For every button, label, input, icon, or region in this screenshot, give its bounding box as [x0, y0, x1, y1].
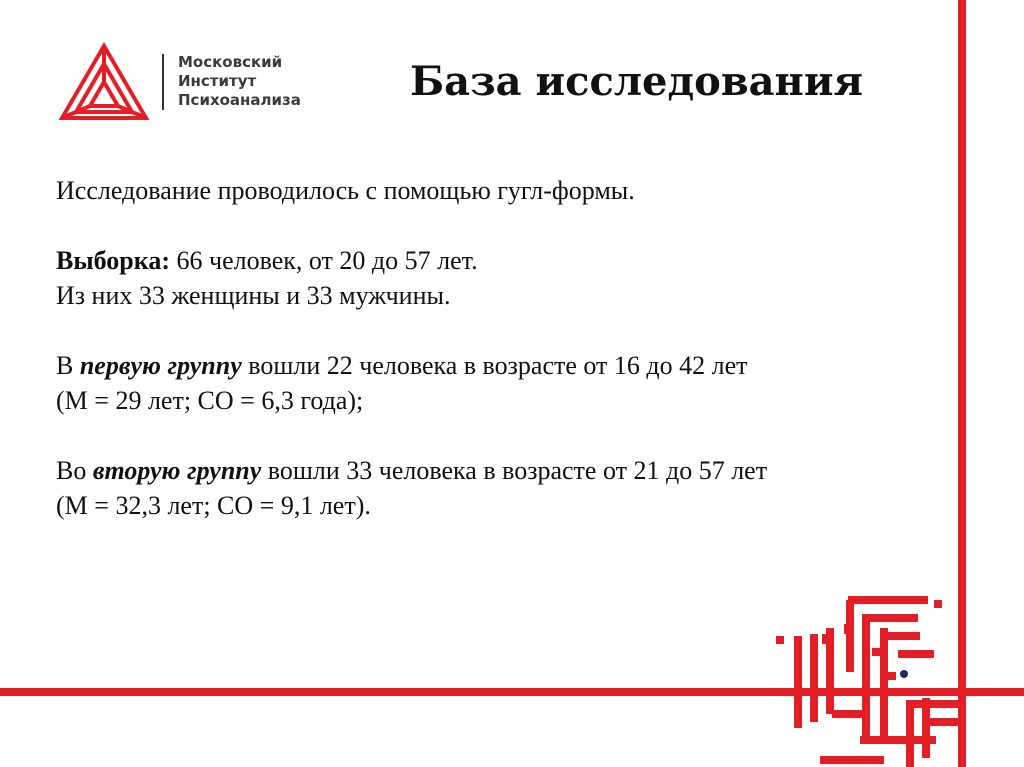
method-paragraph: Исследование проводилось с помощью гугл-формы. — [56, 176, 635, 205]
sample-text: 66 человек, от 20 до 57 лет. — [170, 246, 478, 275]
institution-name-line1: Московский — [178, 53, 283, 71]
slide-title: База исследования — [410, 58, 864, 105]
group2-name: вторую группу — [92, 456, 262, 485]
group2-prefix: Во — [56, 456, 93, 485]
navy-dot — [900, 670, 908, 678]
group1-stats: (М = 29 лет; СО = 6,3 года); — [56, 386, 364, 415]
group2-text: вошли 33 человека в возрасте от 21 до 57 лет — [261, 456, 768, 485]
group2-stats: (М = 32,3 лет; СО = 9,1 лет). — [56, 491, 371, 520]
institution-name-line3: Психоанализа — [178, 91, 301, 109]
gender-line: Из них 33 женщины и 33 мужчины. — [56, 281, 451, 310]
group1-prefix: В — [56, 351, 80, 380]
group1-name: первую группу — [79, 351, 242, 380]
sample-label: Выборка: — [56, 246, 171, 275]
group1-text: вошли 22 человека в возрасте от 16 до 42 лет — [241, 351, 748, 380]
institution-name-line2: Институт — [178, 72, 257, 90]
